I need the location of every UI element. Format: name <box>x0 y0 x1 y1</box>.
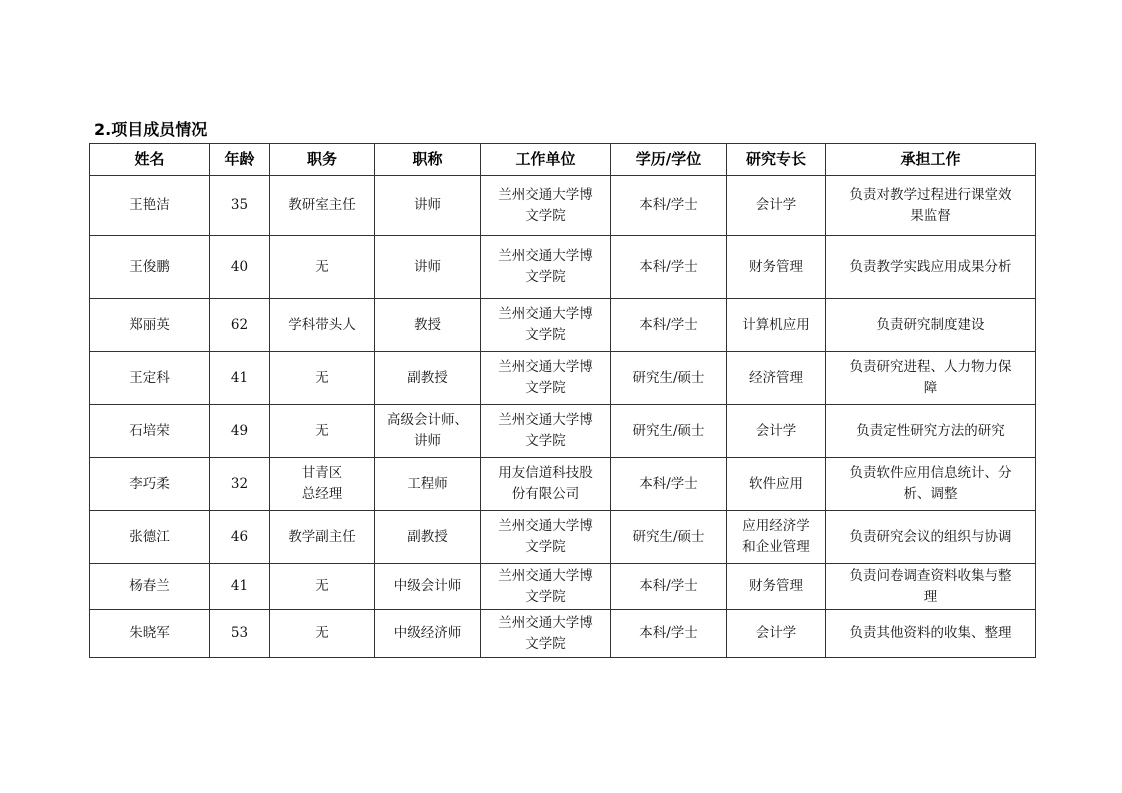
cell-position: 无 <box>270 352 375 405</box>
cell-title: 中级会计师 <box>375 564 481 610</box>
cell-workplace: 兰州交通大学博 文学院 <box>481 405 611 458</box>
header-expertise: 研究专长 <box>727 144 826 176</box>
cell-expertise: 计算机应用 <box>727 299 826 352</box>
cell-workplace: 兰州交通大学博 文学院 <box>481 236 611 299</box>
cell-responsibility: 负责研究进程、人力物力保 障 <box>826 352 1036 405</box>
header-workplace: 工作单位 <box>481 144 611 176</box>
cell-title: 中级经济师 <box>375 610 481 658</box>
cell-education: 本科/学士 <box>611 299 727 352</box>
cell-age: 32 <box>210 458 270 511</box>
cell-workplace: 兰州交通大学博 文学院 <box>481 299 611 352</box>
cell-position: 甘青区 总经理 <box>270 458 375 511</box>
cell-responsibility: 负责对教学过程进行课堂效 果监督 <box>826 176 1036 236</box>
cell-name: 王俊鹏 <box>90 236 210 299</box>
cell-responsibility: 负责软件应用信息统计、分 析、调整 <box>826 458 1036 511</box>
cell-responsibility: 负责其他资料的收集、整理 <box>826 610 1036 658</box>
cell-title: 副教授 <box>375 352 481 405</box>
cell-age: 41 <box>210 564 270 610</box>
project-members-table <box>89 143 1036 658</box>
cell-responsibility: 负责研究会议的组织与协调 <box>826 511 1036 564</box>
cell-name: 杨春兰 <box>90 564 210 610</box>
header-name: 姓名 <box>90 144 210 176</box>
cell-title: 工程师 <box>375 458 481 511</box>
cell-responsibility: 负责问卷调查资料收集与整 理 <box>826 564 1036 610</box>
cell-expertise: 应用经济学 和企业管理 <box>727 511 826 564</box>
cell-expertise: 经济管理 <box>727 352 826 405</box>
header-position: 职务 <box>270 144 375 176</box>
cell-age: 40 <box>210 236 270 299</box>
table-row <box>90 405 1036 458</box>
table-row <box>90 176 1036 236</box>
cell-name: 朱晓军 <box>90 610 210 658</box>
cell-title: 讲师 <box>375 236 481 299</box>
cell-title: 副教授 <box>375 511 481 564</box>
table-row <box>90 511 1036 564</box>
cell-title: 高级会计师、 讲师 <box>375 405 481 458</box>
table-row <box>90 299 1036 352</box>
cell-position: 无 <box>270 564 375 610</box>
cell-age: 35 <box>210 176 270 236</box>
cell-workplace: 兰州交通大学博 文学院 <box>481 511 611 564</box>
cell-name: 石培荣 <box>90 405 210 458</box>
header-age: 年龄 <box>210 144 270 176</box>
cell-name: 张德江 <box>90 511 210 564</box>
cell-expertise: 财务管理 <box>727 564 826 610</box>
cell-expertise: 会计学 <box>727 405 826 458</box>
cell-responsibility: 负责教学实践应用成果分析 <box>826 236 1036 299</box>
cell-responsibility: 负责研究制度建设 <box>826 299 1036 352</box>
cell-workplace: 兰州交通大学博 文学院 <box>481 176 611 236</box>
cell-age: 49 <box>210 405 270 458</box>
cell-position: 无 <box>270 236 375 299</box>
header-responsibility: 承担工作 <box>826 144 1036 176</box>
cell-age: 46 <box>210 511 270 564</box>
cell-education: 本科/学士 <box>611 236 727 299</box>
cell-title: 教授 <box>375 299 481 352</box>
cell-age: 62 <box>210 299 270 352</box>
cell-title: 讲师 <box>375 176 481 236</box>
cell-education: 研究生/硕士 <box>611 405 727 458</box>
cell-name: 王艳洁 <box>90 176 210 236</box>
cell-name: 李巧柔 <box>90 458 210 511</box>
cell-education: 本科/学士 <box>611 176 727 236</box>
table-row <box>90 236 1036 299</box>
cell-position: 无 <box>270 405 375 458</box>
cell-position: 学科带头人 <box>270 299 375 352</box>
cell-education: 研究生/硕士 <box>611 511 727 564</box>
cell-expertise: 软件应用 <box>727 458 826 511</box>
cell-workplace: 兰州交通大学博 文学院 <box>481 610 611 658</box>
cell-workplace: 兰州交通大学博 文学院 <box>481 564 611 610</box>
table-row <box>90 352 1036 405</box>
cell-education: 本科/学士 <box>611 564 727 610</box>
header-education: 学历/学位 <box>611 144 727 176</box>
table-row <box>90 610 1036 658</box>
cell-position: 无 <box>270 610 375 658</box>
cell-name: 王定科 <box>90 352 210 405</box>
cell-expertise: 会计学 <box>727 176 826 236</box>
cell-education: 研究生/硕士 <box>611 352 727 405</box>
cell-education: 本科/学士 <box>611 458 727 511</box>
cell-age: 53 <box>210 610 270 658</box>
cell-age: 41 <box>210 352 270 405</box>
cell-expertise: 会计学 <box>727 610 826 658</box>
cell-position: 教研室主任 <box>270 176 375 236</box>
header-title: 职称 <box>375 144 481 176</box>
cell-workplace: 用友信道科技股 份有限公司 <box>481 458 611 511</box>
cell-position: 教学副主任 <box>270 511 375 564</box>
table-row <box>90 564 1036 610</box>
cell-expertise: 财务管理 <box>727 236 826 299</box>
section-title: 2.项目成员情况 <box>94 120 208 139</box>
cell-education: 本科/学士 <box>611 610 727 658</box>
cell-workplace: 兰州交通大学博 文学院 <box>481 352 611 405</box>
cell-name: 郑丽英 <box>90 299 210 352</box>
cell-responsibility: 负责定性研究方法的研究 <box>826 405 1036 458</box>
table-header-row <box>90 144 1036 176</box>
table-row <box>90 458 1036 511</box>
